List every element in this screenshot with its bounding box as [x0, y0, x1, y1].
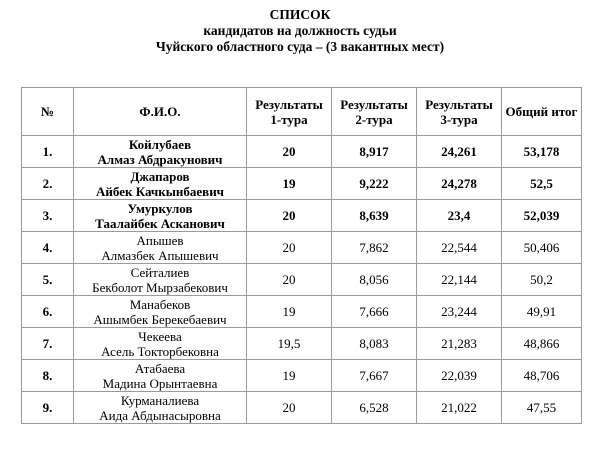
- round1-score: 20: [247, 264, 332, 296]
- candidate-name: [74, 232, 247, 264]
- round3-score: 21,022: [417, 392, 502, 424]
- candidate-name: [74, 264, 247, 296]
- round1-score: 20: [247, 200, 332, 232]
- table-row: [22, 168, 582, 200]
- row-number: 2.: [22, 168, 74, 200]
- document-title: СПИСОК: [269, 7, 331, 22]
- document-header: [0, 7, 600, 55]
- table-row: [22, 136, 582, 168]
- candidate-name: [74, 136, 247, 168]
- round2-score: 6,528: [332, 392, 417, 424]
- round3-score: 21,283: [417, 328, 502, 360]
- round2-score: 7,862: [332, 232, 417, 264]
- column-header-name: Ф.И.О.: [74, 88, 247, 136]
- candidate-name: [74, 392, 247, 424]
- round2-score: 8,639: [332, 200, 417, 232]
- table-row: [22, 392, 582, 424]
- row-number: 8.: [22, 360, 74, 392]
- round1-score: 19: [247, 168, 332, 200]
- table-row: [22, 328, 582, 360]
- row-number: 7.: [22, 328, 74, 360]
- round2-score: 8,917: [332, 136, 417, 168]
- round2-score: 8,056: [332, 264, 417, 296]
- candidate-surname: Атабаева: [134, 360, 186, 376]
- table-row: [22, 360, 582, 392]
- total-score: 48,866: [502, 328, 582, 360]
- candidate-given-name: Айбек Качкынбаевич: [95, 183, 225, 199]
- row-number: 6.: [22, 296, 74, 328]
- total-score: 52,039: [502, 200, 582, 232]
- candidate-name: [74, 296, 247, 328]
- candidate-surname: Чекеева: [138, 328, 182, 344]
- round3-score: 23,244: [417, 296, 502, 328]
- total-score: 49,91: [502, 296, 582, 328]
- candidate-given-name: Аида Абдынасыровна: [99, 407, 221, 423]
- round2-score: 9,222: [332, 168, 417, 200]
- round3-score: 22,544: [417, 232, 502, 264]
- total-score: 53,178: [502, 136, 582, 168]
- column-header-number: №: [22, 88, 74, 136]
- candidate-given-name: Ашымбек Берекебаевич: [93, 311, 227, 327]
- row-number: 5.: [22, 264, 74, 296]
- round1-score: 20: [247, 136, 332, 168]
- table-row: [22, 232, 582, 264]
- round2-score: 7,666: [332, 296, 417, 328]
- candidate-name: [74, 328, 247, 360]
- candidate-surname: Манабеков: [129, 296, 191, 312]
- column-header-total: Общий итог: [502, 88, 582, 136]
- candidate-name: [74, 168, 247, 200]
- total-score: 48,706: [502, 360, 582, 392]
- candidate-surname: Джапаров: [130, 168, 190, 184]
- total-score: 50,406: [502, 232, 582, 264]
- table-row: [22, 264, 582, 296]
- candidate-given-name: Алмаз Абдракунович: [97, 151, 223, 167]
- candidate-name: [74, 200, 247, 232]
- column-header-round1-line1: Результаты: [255, 96, 323, 112]
- candidate-surname: Курманалиева: [120, 392, 200, 408]
- row-number: 1.: [22, 136, 74, 168]
- round2-score: 7,667: [332, 360, 417, 392]
- candidate-surname: Сейталиев: [130, 264, 190, 280]
- document-court-line: Чуйского областного суда – (3 вакантных мест): [155, 39, 445, 54]
- row-number: 4.: [22, 232, 74, 264]
- candidate-given-name: Таалайбек Асканович: [95, 215, 225, 231]
- column-header-round3: [417, 88, 502, 136]
- total-score: 50,2: [502, 264, 582, 296]
- row-number: 9.: [22, 392, 74, 424]
- column-header-round3-line1: Результаты: [425, 96, 493, 112]
- candidate-surname: Апышев: [136, 232, 184, 248]
- candidates-table: [21, 87, 582, 424]
- round3-score: 22,144: [417, 264, 502, 296]
- total-score: 52,5: [502, 168, 582, 200]
- table-header-row: [22, 88, 582, 136]
- total-score: 47,55: [502, 392, 582, 424]
- round3-score: 24,278: [417, 168, 502, 200]
- round2-score: 8,083: [332, 328, 417, 360]
- column-header-round1: [247, 88, 332, 136]
- candidate-name: [74, 360, 247, 392]
- column-header-round2-line1: Результаты: [340, 96, 408, 112]
- document-subtitle: кандидатов на должность судьи: [203, 23, 397, 38]
- round1-score: 19: [247, 360, 332, 392]
- round1-score: 20: [247, 232, 332, 264]
- candidate-given-name: Асель Токторбековна: [101, 343, 219, 359]
- candidate-surname: Умуркулов: [127, 200, 193, 216]
- round3-score: 22,039: [417, 360, 502, 392]
- round1-score: 19,5: [247, 328, 332, 360]
- round3-score: 24,261: [417, 136, 502, 168]
- table-row: [22, 296, 582, 328]
- column-header-round3-line2: 3-тура: [440, 111, 478, 127]
- column-header-round2: [332, 88, 417, 136]
- candidate-surname: Койлубаев: [128, 136, 192, 152]
- round1-score: 19: [247, 296, 332, 328]
- candidate-given-name: Мадина Орынтаевна: [102, 375, 218, 391]
- row-number: 3.: [22, 200, 74, 232]
- round3-score: 23,4: [417, 200, 502, 232]
- candidate-given-name: Бекболот Мырзабекович: [92, 279, 228, 295]
- candidate-given-name: Алмазбек Апышевич: [101, 247, 219, 263]
- round1-score: 20: [247, 392, 332, 424]
- table-row: [22, 200, 582, 232]
- column-header-round2-line2: 2-тура: [355, 111, 393, 127]
- column-header-round1-line2: 1-тура: [270, 111, 308, 127]
